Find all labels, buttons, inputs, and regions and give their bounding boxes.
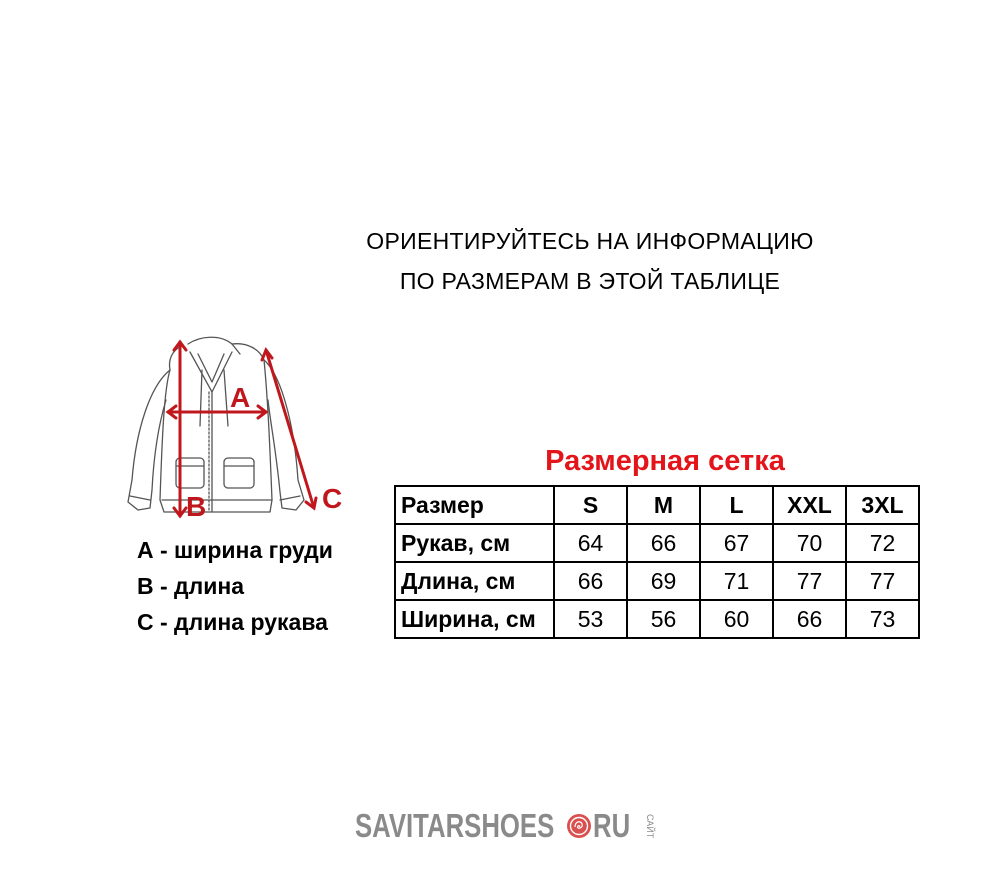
arrow-c: [266, 350, 314, 508]
header-cell: S: [554, 486, 627, 524]
table-cell: 53: [554, 600, 627, 638]
size-table: [394, 485, 920, 639]
label-b: B: [186, 491, 207, 522]
header-cell: M: [627, 486, 700, 524]
table-cell: 69: [627, 562, 700, 600]
table-cell: 73: [846, 600, 919, 638]
table-cell: 66: [554, 562, 627, 600]
legend-b: В - длина: [137, 573, 245, 599]
rose-seal-icon: [566, 813, 592, 839]
logo-text-right: RU: [593, 807, 631, 844]
logo-text-left: SAVITARSHOES: [355, 807, 555, 844]
legend-c: С - длина рукава: [137, 609, 328, 635]
table-cell: 77: [846, 562, 919, 600]
header-cell: 3XL: [846, 486, 919, 524]
table-cell: 56: [627, 600, 700, 638]
table-cell: 67: [700, 524, 773, 562]
table-title: Размерная сетка: [545, 445, 785, 477]
legend-a: А - ширина груди: [137, 537, 333, 563]
table-cell: 66: [627, 524, 700, 562]
heading-line-2: ПО РАЗМЕРАМ В ЭТОЙ ТАБЛИЦЕ: [399, 268, 781, 294]
header-cell: XXL: [773, 486, 846, 524]
table-cell: 72: [846, 524, 919, 562]
header-cell: L: [700, 486, 773, 524]
row-label: Ширина, см: [395, 600, 554, 638]
table-row: [395, 524, 919, 562]
heading-line-1: ОРИЕНТИРУЙТЕСЬ НА ИНФОРМАЦИЮ: [366, 228, 814, 254]
table-cell: 77: [773, 562, 846, 600]
table-cell: 64: [554, 524, 627, 562]
jacket-diagram: [120, 330, 360, 530]
row-label: Длина, см: [395, 562, 554, 600]
table-cell: 70: [773, 524, 846, 562]
header-cell: Размер: [395, 486, 554, 524]
logo-small-text: САЙТ: [645, 813, 655, 839]
table-row: [395, 562, 919, 600]
table-cell: 60: [700, 600, 773, 638]
table-row: [395, 600, 919, 638]
label-a: A: [230, 382, 251, 413]
site-logo[interactable]: [355, 806, 655, 846]
table-header-row: [395, 486, 919, 524]
label-c: C: [322, 483, 343, 514]
table-cell: 71: [700, 562, 773, 600]
table-cell: 66: [773, 600, 846, 638]
row-label: Рукав, см: [395, 524, 554, 562]
